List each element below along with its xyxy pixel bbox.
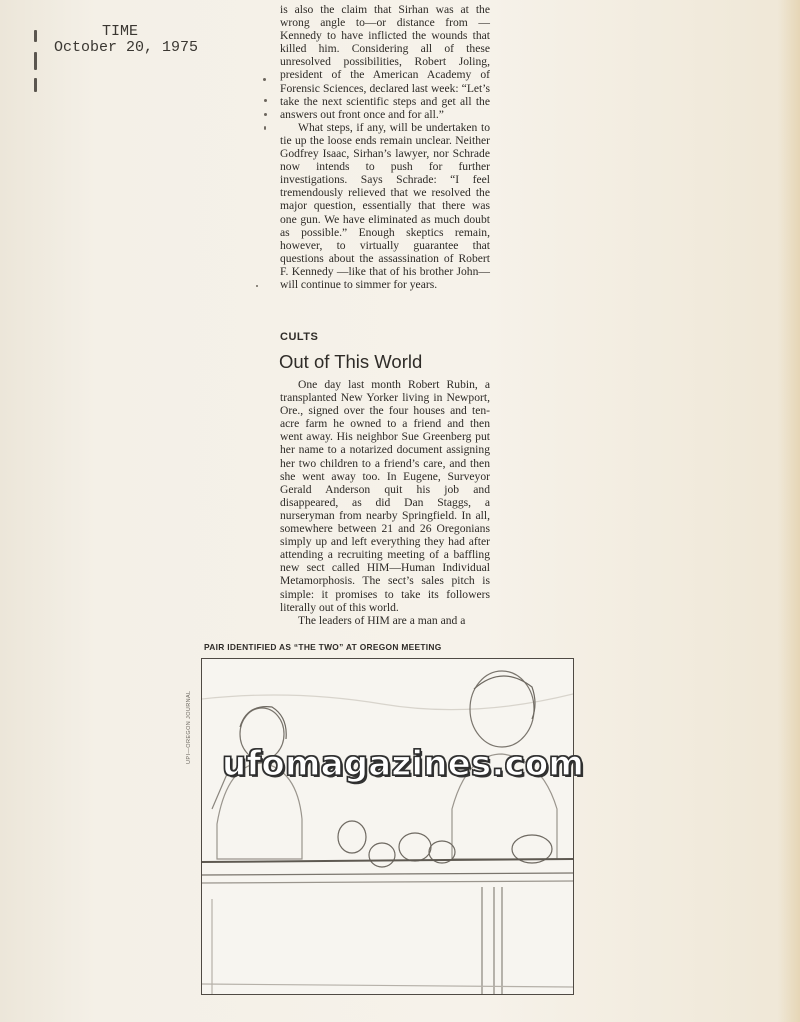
binder-hole-mark [34, 52, 37, 70]
paragraph: The leaders of HIM are a man and a [298, 613, 466, 627]
paper-speck [264, 113, 267, 116]
paper-speck [264, 99, 267, 102]
paper-edge-shading [778, 0, 800, 1022]
paragraph: One day last month Robert Rubin, a transplanted New Yorker living in Newport, Ore., signed over the four houses and ten-acre farm he owned to a friend and then went away. His neighbor Sue Greenberg put her name to a notarized document assigning her two children to a friend’s care, and then she went away too. In Eugene, Surveyor Gerald Anderson quit his job and disappeared, as did Dan Staggs, a nurseryman from nearby Springfield. In all, somewhere between 21 and 26 Oregonians simply up and left everything they had after attending a recruiting meeting of a baffling new sect called HIM—Human Individual Metamorphosis. The sect’s sales pitch is simple: it promises to take its followers literally out of this world. [280, 378, 490, 614]
photo-illustration [202, 659, 573, 994]
stamp-date: October 20, 1975 [54, 39, 199, 56]
news-photo [201, 658, 574, 995]
paper-speck [264, 126, 266, 130]
article-column-top [280, 3, 490, 291]
binder-hole-mark [34, 30, 37, 42]
photo-caption: PAIR IDENTIFIED AS “THE TWO” AT OREGON MEETING [204, 642, 442, 652]
watermark: ufomagazines.com [222, 744, 585, 784]
section-label: CULTS [280, 331, 319, 343]
article-column-bottom [280, 378, 490, 627]
binder-hole-mark [34, 78, 37, 92]
paper-speck [263, 78, 266, 81]
paper-speck [256, 285, 258, 287]
paragraph: is also the claim that Sirhan was at the wrong angle to—or distance from —Kennedy to have inflicted the wounds that killed him. Considering all of these unresolved possibilities, Robert Joling, president of the American Academy of Forensic Sciences, declared last week: “Let’s take the next scientific steps and get all the answers out front once and for all.” [280, 3, 490, 121]
photo-credit: UPI—OREGON JOURNAL [186, 690, 192, 764]
article-headline: Out of This World [279, 351, 423, 372]
stamp-magazine: TIME [102, 23, 139, 40]
date-stamp [54, 24, 198, 56]
paragraph: What steps, if any, will be undertaken to tie up the loose ends remain unclear. Neither Godfrey Isaac, Sirhan’s lawyer, nor Schrade now intends to push for further investigations. Says Schrade: “I feel tremendously relieved that we resolved the major question, essentially that there was one gun. We have eliminated as much doubt as possible.” Enough skeptics remain, however, to virtually guarantee that questions about the assassination of Robert F. Kennedy —like that of his brother John—will continue to simmer for years. [280, 120, 490, 291]
